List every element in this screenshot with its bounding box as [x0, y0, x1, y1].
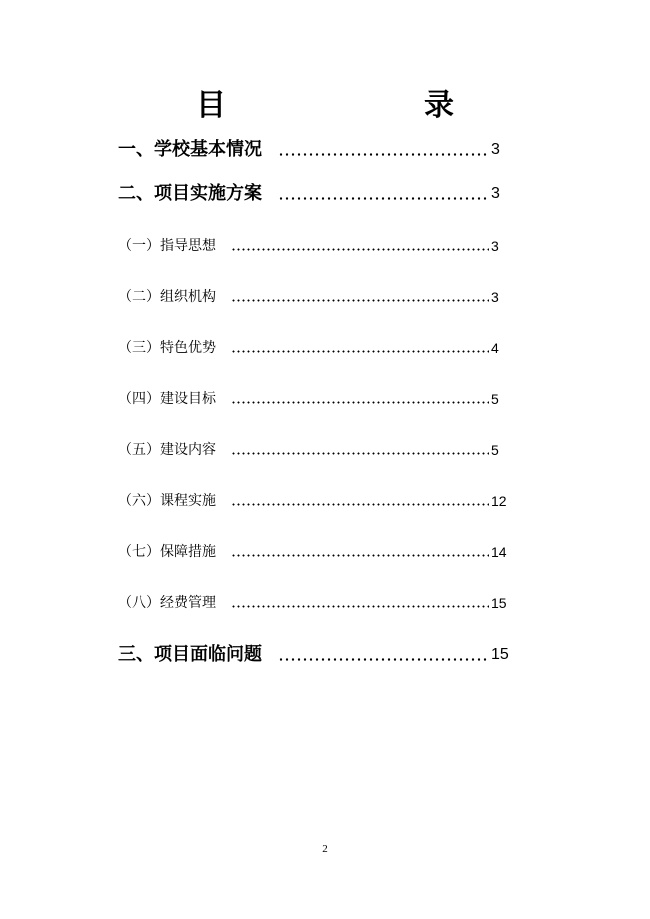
toc-entry-label: 二、项目实施方案: [118, 183, 262, 204]
toc-dot-leader: [231, 334, 489, 362]
toc-entry-page: 3: [491, 289, 499, 305]
toc-entry-label: 三、项目面临问题: [118, 644, 262, 665]
toc-entry[interactable]: [0, 385, 650, 413]
toc-entry-label: （四）建设目标: [118, 391, 216, 407]
toc-entry-page: 15: [491, 595, 507, 611]
toc-dot-leader: [231, 283, 489, 311]
toc-entry-page: 4: [491, 340, 499, 356]
toc-entry[interactable]: [0, 180, 650, 208]
toc-entry[interactable]: [0, 641, 650, 669]
toc-entry-label: （八）经费管理: [118, 595, 216, 611]
toc-entry-page: 12: [491, 493, 507, 509]
toc-entry-label: （七）保障措施: [118, 544, 216, 560]
toc-entry-page: 14: [491, 544, 507, 560]
toc-entry-page: 3: [491, 185, 500, 202]
toc-entry-page: 5: [491, 391, 499, 407]
footer-page-number: 2: [322, 843, 328, 855]
toc-entry-label: （五）建设内容: [118, 442, 216, 458]
toc-entry-page: 3: [491, 238, 499, 254]
toc-entry-label: （三）特色优势: [118, 340, 216, 356]
toc-entry-label: （一）指导思想: [118, 238, 216, 254]
toc-title: [0, 86, 650, 126]
toc-entry[interactable]: [0, 436, 650, 464]
toc-title-char-1: 目: [196, 88, 226, 123]
toc-entry-page: 3: [491, 141, 500, 158]
toc-dot-leader: [231, 538, 489, 566]
toc-entry[interactable]: [0, 232, 650, 260]
toc-dot-leader: [278, 180, 488, 208]
toc-entry[interactable]: [0, 136, 650, 164]
toc-dot-leader: [231, 589, 489, 617]
toc-entry[interactable]: [0, 283, 650, 311]
toc-dot-leader: [231, 436, 489, 464]
toc-dot-leader: [231, 385, 489, 413]
toc-entry-label: （六）课程实施: [118, 493, 216, 509]
toc-dot-leader: [231, 487, 489, 515]
toc-entry-page: 15: [491, 646, 509, 663]
toc-entry[interactable]: [0, 334, 650, 362]
toc-entry[interactable]: [0, 487, 650, 515]
toc-dot-leader: [278, 641, 488, 669]
toc-dot-leader: [278, 136, 488, 164]
toc-entry-page: 5: [491, 442, 499, 458]
toc-dot-leader: [231, 232, 489, 260]
toc-entry[interactable]: [0, 589, 650, 617]
toc-title-char-2: 录: [424, 88, 454, 123]
toc-entry[interactable]: [0, 538, 650, 566]
toc-entry-label: 一、学校基本情况: [118, 139, 262, 160]
toc-entry-label: （二）组织机构: [118, 289, 216, 305]
